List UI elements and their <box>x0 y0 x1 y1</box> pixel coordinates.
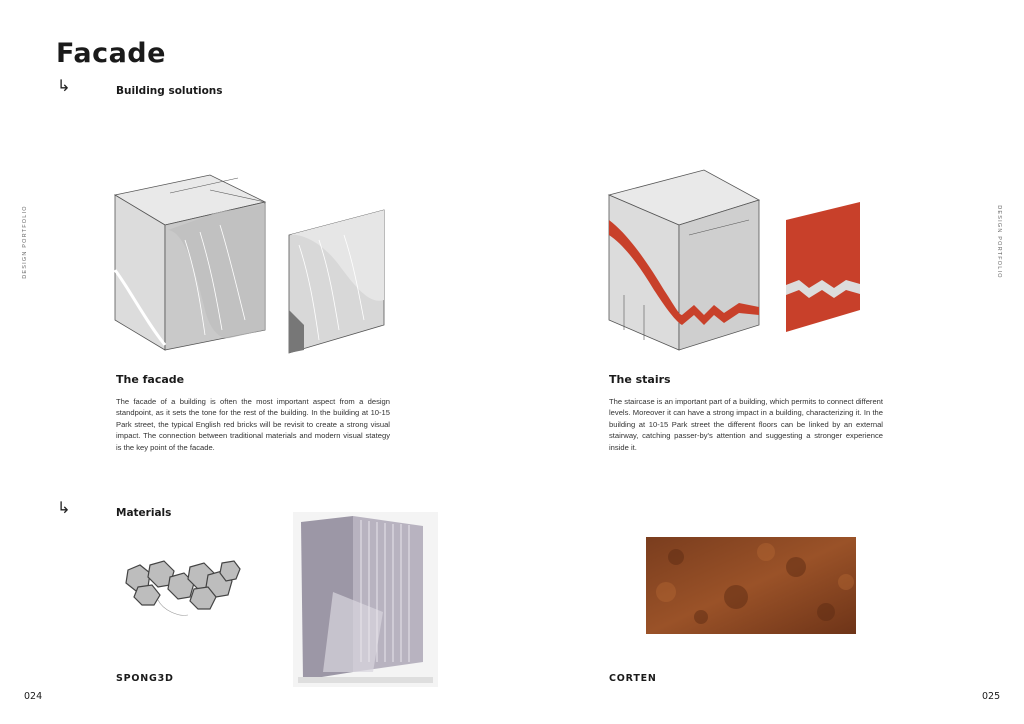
facade-cube-illustration <box>110 170 270 355</box>
facade-panel-illustration <box>284 205 389 355</box>
stairs-title: The stairs <box>609 373 671 386</box>
section-building-solutions: Building solutions <box>116 85 223 97</box>
facade-title: The facade <box>116 373 185 386</box>
side-label-right: DESIGN PORTFOLIO <box>996 205 1002 279</box>
arrow-icon: ↳ <box>57 498 71 517</box>
arrow-icon: ↳ <box>57 76 71 95</box>
material-sculpture-image <box>293 512 438 687</box>
stairs-panel-illustration <box>784 200 864 335</box>
page-number-right: 025 <box>982 691 1001 702</box>
stairs-cube-illustration <box>604 165 764 355</box>
page-number-left: 024 <box>24 691 43 702</box>
stairs-description: The staircase is an important part of a building, which permits to connect different levels. Moreover it can have a strong impact in a building, characterizing it. In the building at 10-15 Park street the different floors can be linked by an external stairway, catching passer-by's attention and suggesting a stronger experience inside it. <box>609 397 883 452</box>
page-title: Facade <box>56 38 166 69</box>
spong3d-image <box>118 555 243 625</box>
facade-description: The facade of a building is often the most important aspect from a design standpoint, as it sets the tone for the rest of the building. In the building at 10-15 Park street, the typical English red bricks will be revisit to create a strong visual impact. The connection between traditional materials and modern visual stategy is the key point of the facade. <box>116 397 390 452</box>
material-label-spong3d: SPONG3D <box>116 673 174 684</box>
corten-texture-image <box>646 537 856 634</box>
side-label-left: DESIGN PORTFOLIO <box>22 205 28 279</box>
section-materials: Materials <box>116 507 172 519</box>
material-label-corten: CORTEN <box>609 673 657 684</box>
